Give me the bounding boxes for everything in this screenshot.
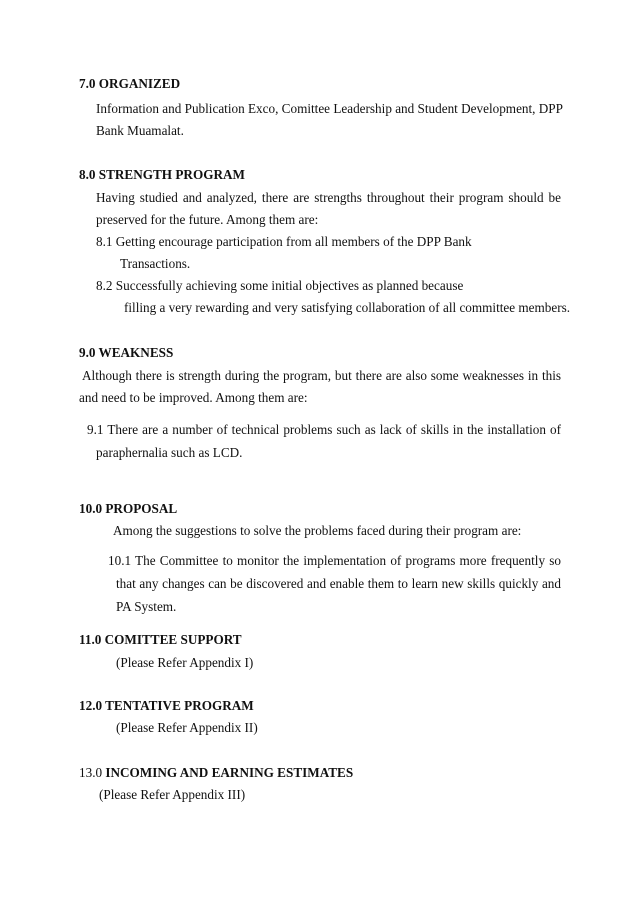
section-12-heading: 12.0 TENTATIVE PROGRAM [79, 698, 254, 713]
section-13-line: (Please Refer Appendix III) [99, 787, 246, 802]
section-8-line-2: preserved for the future. Among them are: [96, 212, 319, 227]
section-10-item-1-cont: that any changes can be discovered and enable them to learn new skills quickly and [116, 576, 561, 591]
section-7-line-1: Information and Publication Exco, Comittee Leadership and Student Development, DPP [96, 101, 563, 116]
section-8-item-2-cont: filling a very rewarding and very satisfying collaboration of all committee members. [124, 300, 571, 315]
section-8-heading: 8.0 STRENGTH PROGRAM [79, 167, 245, 182]
section-10-line-1: Among the suggestions to solve the problems faced during their program are: [113, 523, 522, 538]
section-10-heading: 10.0 PROPOSAL [79, 501, 178, 516]
section-13-number: 13.0 [79, 765, 106, 780]
section-10-item-1-cont-2: PA System. [116, 599, 177, 614]
section-13-title: INCOMING AND EARNING ESTIMATES [105, 765, 354, 780]
section-8-line-1: Having studied and analyzed, there are strengths throughout their program should be [96, 190, 561, 205]
section-9-line-1: Although there is strength during the program, but there are also some weaknesses in this [82, 368, 561, 383]
section-13-heading [79, 765, 353, 781]
section-9-item-1-cont: paraphernalia such as LCD. [96, 445, 243, 460]
section-9-heading: 9.0 WEAKNESS [79, 345, 174, 360]
section-11-line: (Please Refer Appendix I) [116, 655, 254, 670]
section-7-line-2: Bank Muamalat. [96, 123, 184, 138]
section-7-heading: 7.0 ORGANIZED [79, 76, 181, 91]
section-8-item-1-cont: Transactions. [120, 256, 191, 271]
section-12-line: (Please Refer Appendix II) [116, 720, 258, 735]
section-8-item-2: 8.2 Successfully achieving some initial objectives as planned because [96, 278, 464, 293]
section-11-heading: 11.0 COMITTEE SUPPORT [79, 632, 242, 647]
section-8-item-1: 8.1 Getting encourage participation from all members of the DPP Bank [96, 234, 472, 249]
section-9-item-1: 9.1 There are a number of technical problems such as lack of skills in the installation of [87, 422, 561, 437]
section-9-line-2: and need to be improved. Among them are: [79, 390, 308, 405]
section-10-item-1: 10.1 The Committee to monitor the implementation of programs more frequently so [108, 553, 561, 568]
